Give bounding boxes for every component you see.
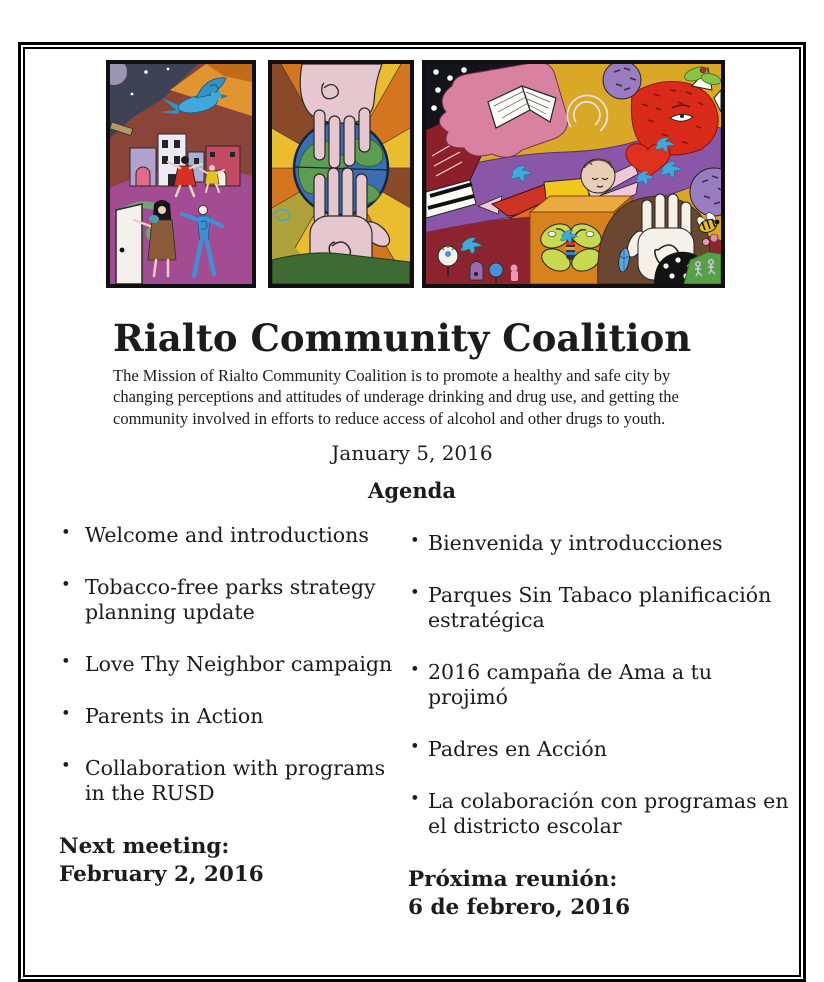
page-title: Rialto Community Coalition: [113, 316, 692, 360]
proxima-reunion-block: [408, 866, 793, 922]
flying-child-collage-mural: [426, 64, 721, 284]
white-door: [116, 204, 142, 284]
proxima-reunion-label: Próxima reunión:: [408, 867, 618, 892]
flyer-page: [23, 47, 801, 977]
hands-holding-globe-mural: [272, 64, 410, 284]
proxima-reunion-date: 6 de febrero, 2016: [408, 894, 631, 920]
agenda-item: • Parents in Action: [59, 704, 393, 729]
agenda-list-spanish: [408, 531, 793, 839]
globe: [294, 121, 388, 215]
dancing-community-mural: [110, 64, 252, 284]
flyer-page-frame: [18, 42, 806, 982]
next-meeting-date: February 2, 2016: [59, 861, 264, 887]
agenda-column-spanish: [408, 523, 793, 922]
meeting-date: January 5, 2016: [331, 441, 493, 465]
artwork-row: [106, 60, 799, 288]
agenda-item: • Padres en Acción: [408, 737, 793, 762]
agenda-item: • Parques Sin Tabaco planificación estratégica: [408, 583, 793, 633]
agenda-item: • Welcome and introductions: [59, 523, 393, 548]
agenda-column-english: [59, 523, 393, 922]
agenda-item: • Tobacco-free parks strategy planning update: [59, 575, 393, 625]
agenda-list-english: [59, 523, 393, 806]
agenda-item: • Love Thy Neighbor campaign: [59, 652, 393, 677]
agenda-item: • La colaboración con programas en el districto escolar: [408, 789, 793, 839]
next-meeting-block: [59, 833, 393, 889]
agenda-columns: [25, 523, 799, 922]
agenda-item: • Bienvenida y introducciones: [408, 531, 793, 556]
art-panel-flying-child-collage: [422, 60, 725, 288]
next-meeting-label: Next meeting:: [59, 834, 230, 859]
art-panel-dancing-community: [106, 60, 256, 288]
mission-statement: The Mission of Rialto Community Coalition is to promote a healthy and safe city by changing perceptions and attitudes of underage drinking and drug use, and getting the community involved in efforts to reduce access of alcohol and other drugs to youth.: [113, 365, 679, 428]
art-panel-hands-globe: [268, 60, 414, 288]
agenda-item: • 2016 campaña de Ama a tu projimó: [408, 660, 793, 710]
agenda-heading: Agenda: [368, 478, 456, 503]
agenda-item: • Collaboration with programs in the RUSD: [59, 756, 393, 806]
